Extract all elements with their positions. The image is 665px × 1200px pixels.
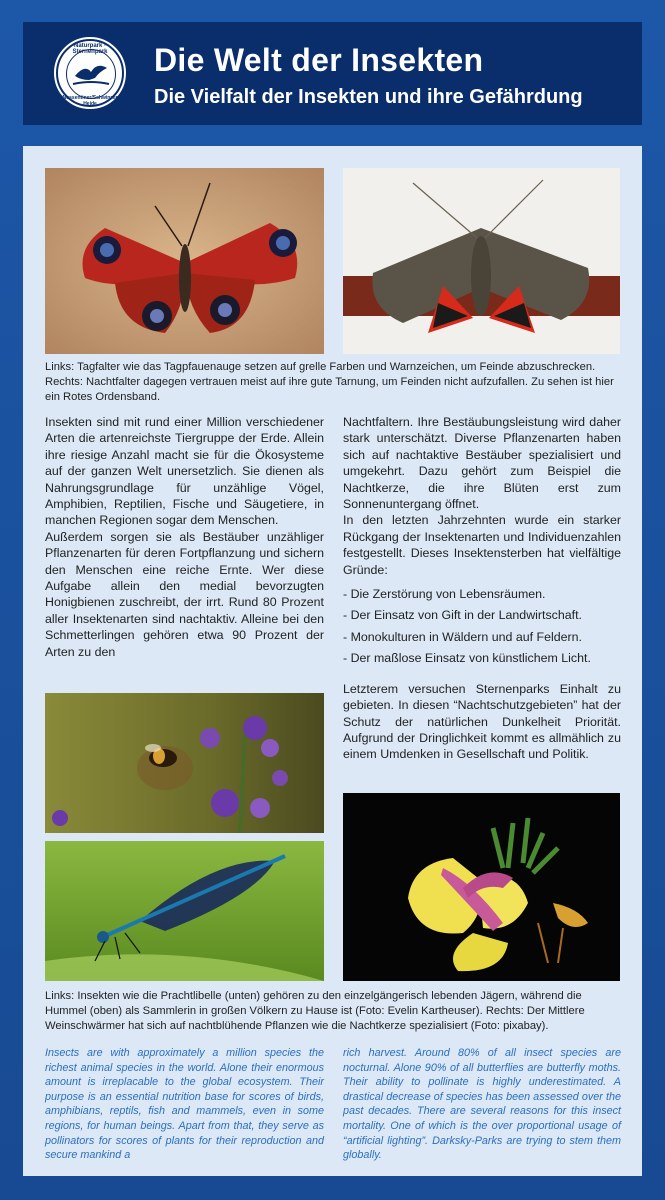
body-paragraph: Nachtfaltern. Ihre Bestäubungsleistung wird daher stark unterschätzt. Diverse Pflanzenarten haben sich auf nachtaktive Bestäuber spezialisiert und umgekehrt. Dazu gehört zum Beispiel die Nachtkerze, die ihre Blüten erst zum Sonnenuntergang öffnet. xyxy=(343,415,621,512)
red-underwing-moth-photo xyxy=(343,168,620,354)
body-paragraph: Letzterem versuchen Sternenparks Einhalt zu gebieten. In diesen “Nachtschutzgebieten” hat der Schutz der natürlichen Dunkelheit Priorität. Aufgrund der Dringlichkeit kommt es allmählich zu einem Umdenken in Gesellschaft und Politik. xyxy=(343,681,621,762)
header-banner xyxy=(23,22,642,125)
body-paragraph: Insekten sind mit rund einer Million verschiedener Arten die artenreichste Tiergruppe der Erde. Allein ihre riesige Anzahl macht sie für die Ökosysteme auf der ganzen Welt unersetzlich. Sie dienen als Nahrungsgrundlage für unzählige Vögel, Amphibien, Reptilien, Fische und Säugetiere, in manchen Regionen sogar dem Menschen. xyxy=(45,415,324,528)
logo-text-top: Naturpark · Sternenpark xyxy=(72,43,108,55)
peacock-butterfly-photo xyxy=(45,168,324,354)
body-paragraph: In den letzten Jahrzehnten wurde ein starker Rückgang der Insektenarten und Individuenzahlen festgestellt. Dieses Insektensterben hat vielfältige Gründe: xyxy=(343,513,621,577)
list-item: - Der maßlose Einsatz von künstlichem Licht. xyxy=(343,651,591,666)
reasons-list xyxy=(343,586,621,667)
body-left-column xyxy=(45,414,324,660)
page-title: Die Welt der Insekten xyxy=(154,42,484,78)
caption-bottom: Links: Insekten wie die Prachtlibelle (unten) gehören zu den einzelgängerisch lebenden Jägern, während die Hummel (oben) als Sammlerin in großen Völkern zu Hause ist (Foto: Evelin Kartheuser). Rechts: Der Mittlere Weinschwärmer hat sich auf nachtblühende Pflanzen wie die Nachtkerze spezialisiert (Foto: pixabay). xyxy=(45,990,585,1032)
naturpark-logo xyxy=(56,39,124,107)
list-item: - Der Einsatz von Gift in der Landwirtschaft. xyxy=(343,608,582,623)
hawkmoth-primrose-photo xyxy=(343,793,620,981)
content-panel xyxy=(23,146,642,1176)
list-item: - Die Zerstörung von Lebensräumen. xyxy=(343,587,546,602)
list-item: - Monokulturen in Wäldern und auf Feldern. xyxy=(343,629,582,644)
damselfly-photo xyxy=(45,841,324,981)
caption-top: Links: Tagfalter wie das Tagpfauenauge setzen auf grelle Farben und Warnzeichen, um Feinde abzuschrecken. Rechts: Nachtfalter dagegen vertrauen meist auf ihre gute Tarnung, um Feinden nicht aufzufallen. Zu sehen ist hier ein Rotes Ordensband. xyxy=(45,361,614,403)
english-text-left: Insects are with approximately a million species the richest animal species in the world. Alone their enormous amount is irreplacable to the global ecosystem. Their purpose is an essential nutrition base for scores of birds, amphibians, reptils, fish and mammels, even in some regions, for human beings. Apart from that, they serve as pollinators for scores of plants for their reproduction and secure mankind a xyxy=(45,1047,324,1162)
bumblebee-photo xyxy=(45,693,324,833)
english-text-right: rich harvest. Around 80% of all insect species are nocturnal. Alone 90% of all butterflies are butterfly moths. Their ability to pollinate is highly underestimated. A drastical decrease of species has been assessed over the past decades. There are several reasons for this insect mortality. One of which is the over proportional usage of “artificial lighting”. Darksky-Parks are trying to stem them globally. xyxy=(343,1047,621,1162)
body-right-column xyxy=(343,414,621,763)
page-subtitle: Die Vielfalt der Insekten und ihre Gefährdung xyxy=(154,86,583,108)
logo-text-bottom: Nossentiner/Schwinzer Heide xyxy=(62,95,118,107)
bird-icon xyxy=(66,49,116,99)
body-paragraph: Außerdem sorgen sie als Bestäuber unzähliger Pflanzenarten für deren Fortpflanzung und sichern den Menschen eine reiche Ernte. Wer diese Aufgabe allein den medial bevorzugten Honigbienen zuschreibt, der irrt. Rund 80 Prozent aller Insektenarten sind nachtaktiv. Alleine bei den Schmetterlingen gehören etwa 90 Prozent der Arten zu den xyxy=(45,529,324,659)
